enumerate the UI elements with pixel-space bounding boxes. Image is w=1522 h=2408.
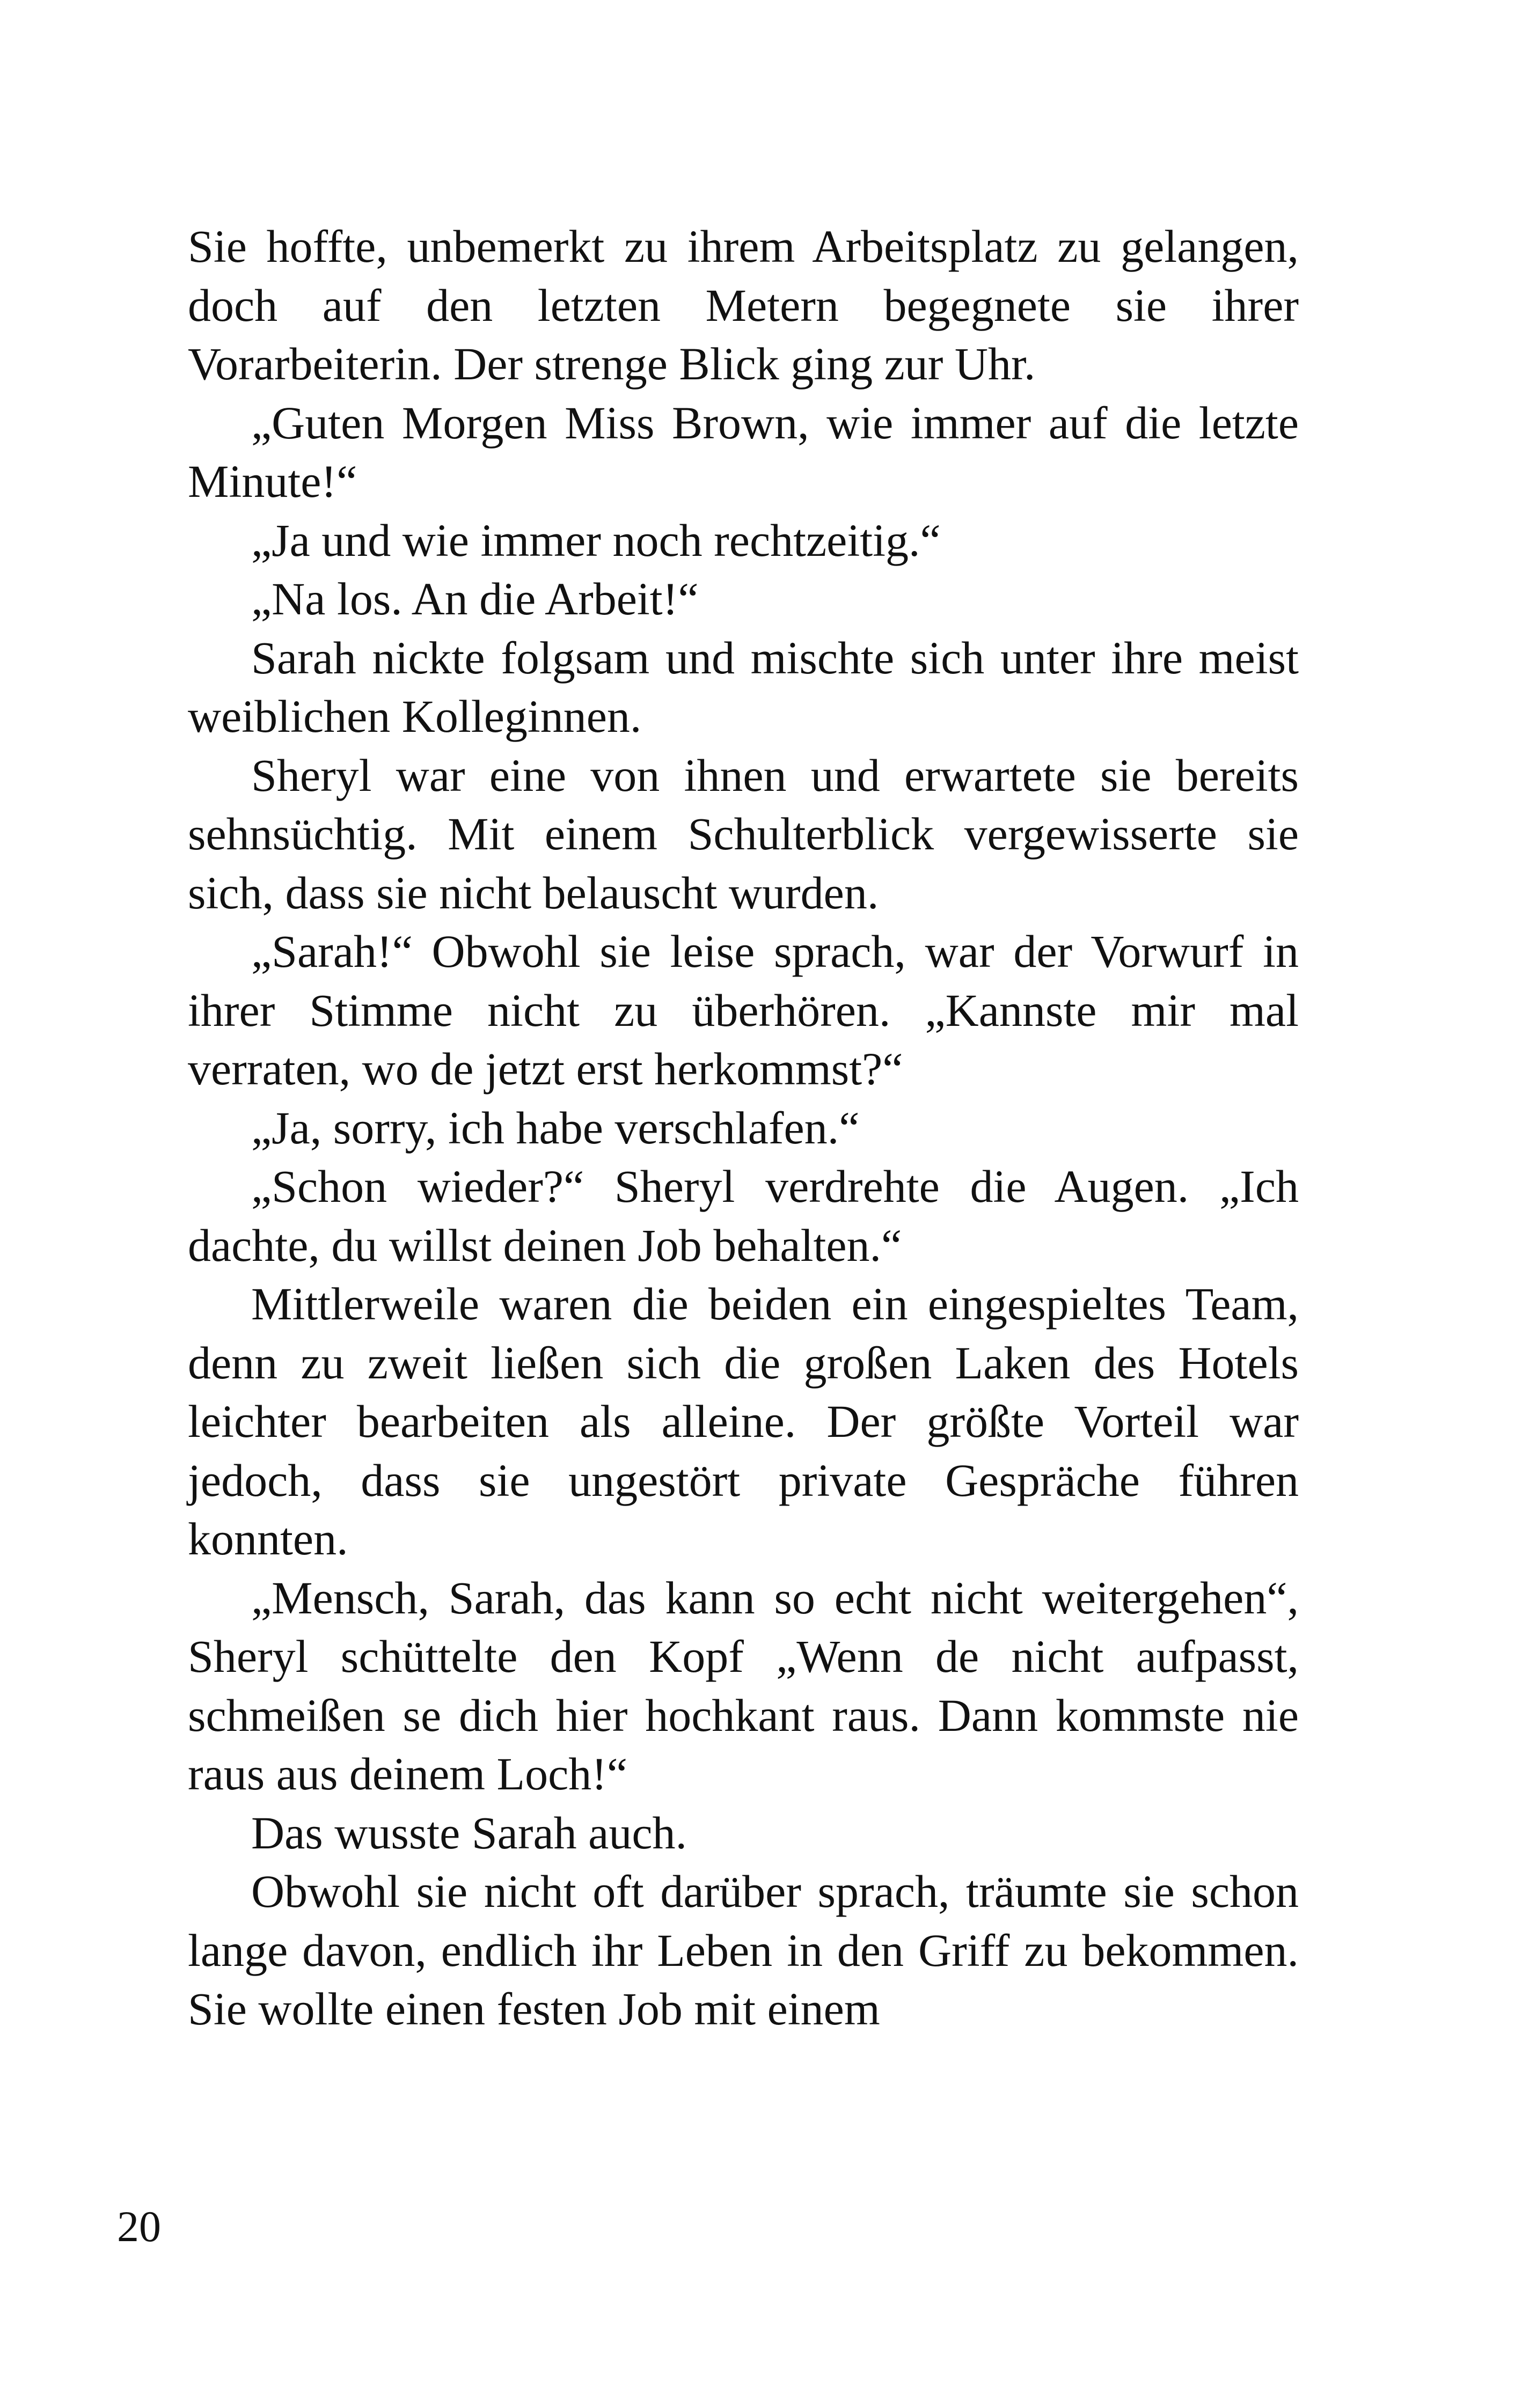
paragraph-9: „Schon wieder?“ Sheryl verdrehte die Augen. „Ich dachte, du willst deinen Job behalten.“	[188, 1161, 1299, 1271]
paragraph-4: „Na los. An die Arbeit!“	[251, 573, 699, 625]
body-text	[188, 217, 1299, 2039]
paragraph-3: „Ja und wie immer noch rechtzeitig.“	[251, 514, 941, 566]
paragraph-5: Sarah nickte folgsam und mischte sich unter ihre meist weiblichen Kolleginnen.	[188, 632, 1299, 742]
paragraph-13: Obwohl sie nicht oft darüber sprach, träumte sie schon lange davon, endlich ihr Leben in den Griff zu bekommen. Sie wollte einen festen Job mit einem	[188, 1866, 1299, 2035]
paragraph-2: „Guten Morgen Miss Brown, wie immer auf die letzte Minute!“	[188, 397, 1299, 507]
paragraph-6: Sheryl war eine von ihnen und erwartete sie bereits sehnsüchtig. Mit einem Schulterblick vergewisserte sie sich, dass sie nicht belauscht wurden.	[188, 749, 1299, 919]
paragraph-1: Sie hoffte, unbemerkt zu ihrem Arbeitsplatz zu gelangen, doch auf den letzten Metern begegnete sie ihrer Vorarbeiterin. Der strenge Blick ging zur Uhr.	[188, 221, 1299, 390]
paragraph-7: „Sarah!“ Obwohl sie leise sprach, war der Vorwurf in ihrer Stimme nicht zu überhören. „Kannste mir mal verraten, wo de jetzt erst herkommst?“	[188, 926, 1299, 1095]
paragraph-11: „Mensch, Sarah, das kann so echt nicht weitergehen“, Sheryl schüttelte den Kopf „Wenn de nicht aufpasst, schmeißen se dich hier hochkant raus. Dann kommste nie raus aus deinem Loch!“	[188, 1572, 1299, 1800]
paragraph-12: Das wusste Sarah auch.	[251, 1807, 687, 1859]
paragraph-8: „Ja, sorry, ich habe verschlafen.“	[251, 1102, 860, 1154]
paragraph-10: Mittlerweile waren die beiden ein eingespieltes Team, denn zu zweit ließen sich die großen Laken des Hotels leichter bearbeiten als alleine. Der größte Vorteil war jedoch, dass sie ungestört private Gespräche führen konnten.	[188, 1278, 1299, 1565]
page-number: 20	[117, 2202, 161, 2251]
